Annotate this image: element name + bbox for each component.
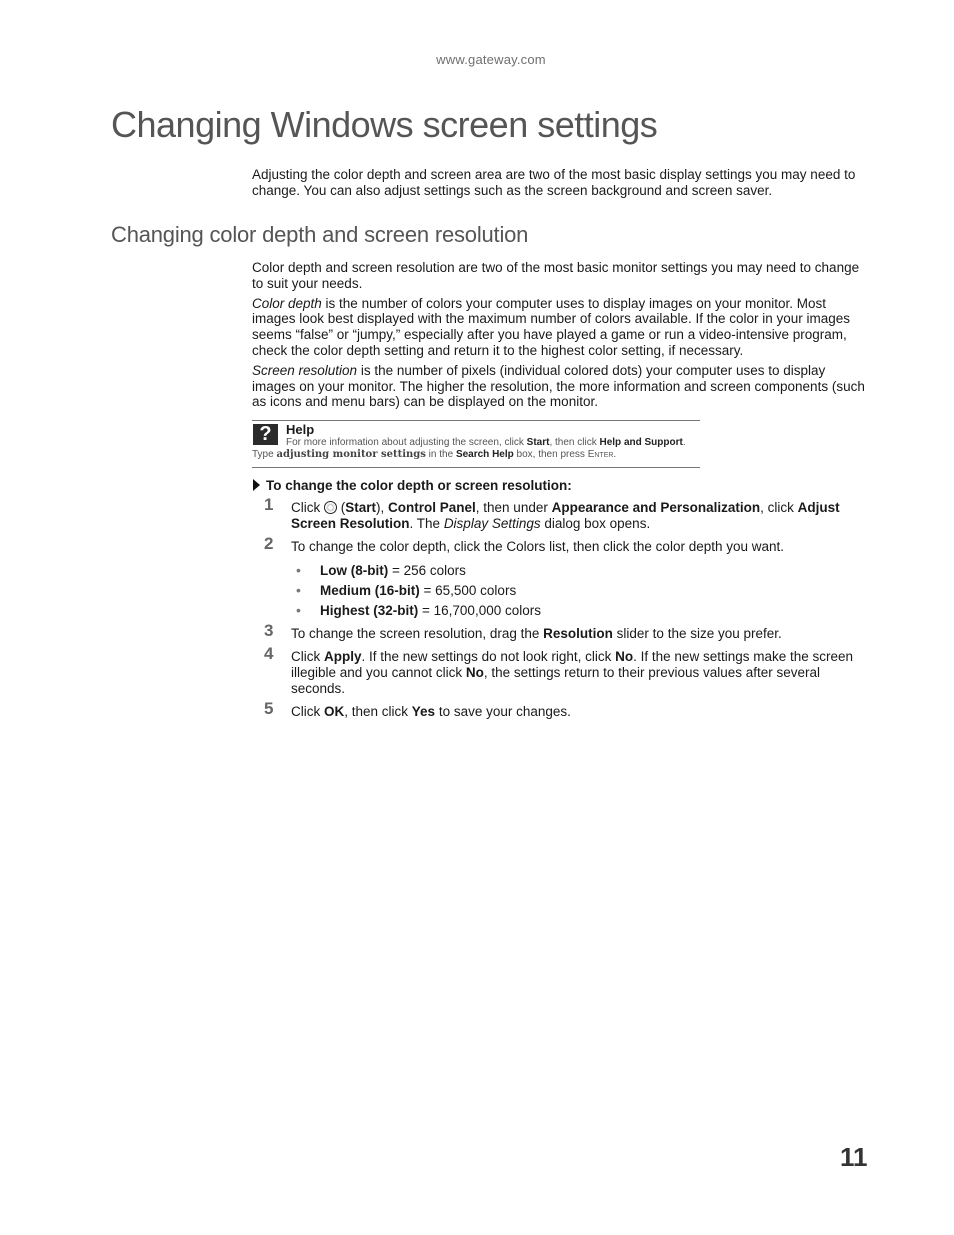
bullet-medium: • Medium (16-bit) = 65,500 colors <box>296 582 517 598</box>
intro-paragraph: Adjusting the color depth and screen area are two of the most basic display settings you may need to change. You can also adjust settings such as the screen background and screen saver. <box>252 167 856 198</box>
paragraph-screen-resolution: Screen resolution is the number of pixels (individual colored dots) your computer uses to display images on your monitor. The higher the resolution, the more information and screen components (such as icons and menu bars) can be displayed on the monitor. <box>252 362 865 410</box>
help-title: Help <box>286 422 315 437</box>
question-mark-icon: ? <box>253 424 278 445</box>
search-term: adjusting monitor settings <box>276 449 426 460</box>
page-number: 11 <box>840 1142 868 1172</box>
help-text: For more information about adjusting the screen, click Start, then click Help and Support. Type adjusting monitor settings in the Search Help box, then press Enter. <box>252 437 686 460</box>
bullet-low: • Low (8-bit) = 256 colors <box>296 562 466 578</box>
step-3: 3 To change the screen resolution, drag the Resolution slider to the size you prefer. <box>264 621 782 641</box>
term-screen-resolution: Screen resolution <box>252 362 358 378</box>
site-url: www.gateway.com <box>436 52 546 67</box>
step-4: 4 Click Apply. If the new settings do not look right, click No. If the new settings make the screen illegible and you cannot click No, the settings return to their previous values after several seconds. <box>264 644 854 696</box>
step-5: 5 Click OK, then click Yes to save your changes. <box>264 699 571 719</box>
procedure-title: To change the color depth or screen resolution: <box>253 478 572 493</box>
step-2: 2 To change the color depth, click the Colors list, then click the color depth you want. <box>264 534 785 554</box>
section-heading: Changing color depth and screen resolution <box>111 222 529 247</box>
windows-start-icon <box>324 501 337 514</box>
paragraph-color-depth: Color depth is the number of colors your computer uses to display images on your monitor. Most images look best displayed with the maximum number of colors available. If the color in your images seems “false” or “jumpy,” especially after you have played a game or run a video-intensive program, check the color depth setting and return it to the highest color setting, if necessary. <box>252 295 851 358</box>
help-callout <box>252 420 700 468</box>
enter-key: Enter <box>587 449 614 460</box>
step-1: 1 Click (Start), Control Panel, then under Appearance and Personalization, click Adjust Screen Resolution. The Display Settings dialog box opens. <box>264 495 840 531</box>
triangle-right-icon <box>253 479 260 491</box>
paragraph-intro: Color depth and screen resolution are two of the most basic monitor settings you may need to change to suit your needs. <box>252 260 860 291</box>
page-title: Changing Windows screen settings <box>111 104 658 145</box>
term-color-depth: Color depth <box>252 295 322 311</box>
section-body <box>252 260 868 414</box>
bullet-highest: • Highest (32-bit) = 16,700,000 colors <box>296 602 541 618</box>
